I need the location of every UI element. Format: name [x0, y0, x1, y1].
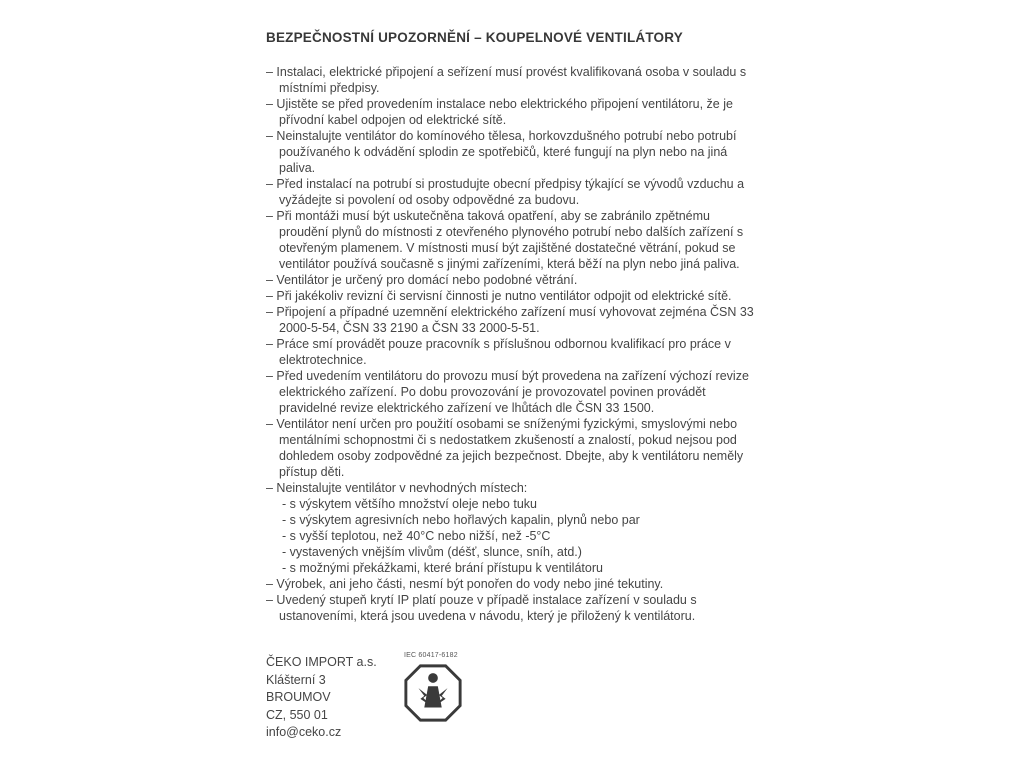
warning-item: – Ujistěte se před provedením instalace nebo elektrického připojení ventilátoru, že je přívodní kabel odpojen od elektrické sítě. [266, 97, 733, 127]
warning-item: – Neinstalujte ventilátor v nevhodných místech: [266, 481, 528, 495]
warning-item: – Ventilátor není určen pro použití osobami se sníženými fyzickými, smyslovými nebo mentálními schopnostmi či s nedostatkem zkušeností a znalostí, pokud nejsou pod dohledem osoby zodpovědné za jejich bezpečnost. Dbejte, aby k ventilátoru neměly přístup děti. [266, 417, 744, 479]
warning-item: – Při montáži musí být uskutečněna taková opatření, aby se zabránilo zpětnému proudění plynů do místnosti z otevřeného plynového potrubí nebo dalších zařízení s otevřeným plamenem. V místnosti musí být zajištěné dostatečné větrání, pokud se ventilátor používá současně s jinými zařízeními, která běží na plyn nebo jiná paliva. [266, 209, 744, 271]
warning-subitem: - s možnými překážkami, které brání přístupu k ventilátoru [282, 561, 603, 575]
company-street: Klášterní 3 [266, 672, 326, 687]
warning-item: – Před instalací na potrubí si prostudujte obecní předpisy týkající se vývodů vzduchu a vyžádejte si povolení od osoby odpovědné za budovu. [266, 177, 745, 207]
warning-list [266, 64, 758, 624]
company-city: BROUMOV [266, 690, 331, 704]
warning-subitem: - vystavených vnějším vlivům (déšť, slunce, sníh, atd.) [282, 545, 582, 559]
page-title: BEZPEČNOSTNÍ UPOZORNĚNÍ – KOUPELNOVÉ VENTILÁTORY [266, 30, 683, 45]
company-zip: CZ, 550 01 [266, 707, 328, 722]
warning-subitem: - s výskytem agresivních nebo hořlavých kapalin, plynů nebo par [282, 513, 640, 527]
warning-item: – Instalaci, elektrické připojení a seřízení musí provést kvalifikovaná osoba v souladu s místními předpisy. [266, 65, 747, 95]
warning-item: – Před uvedením ventilátoru do provozu musí být provedena na zařízení výchozí revize elektrického zařízení. Po dobu provozování je provozovatel povinen provádět pravidelné revize elektrického zařízení ve lhůtách dle ČSN 33 1500. [266, 369, 749, 415]
warning-item: – Práce smí provádět pouze pracovník s příslušnou odbornou kvalifikací pro práce v elektrotechnice. [266, 337, 731, 367]
certification-block [402, 652, 464, 724]
warning-item: – Výrobek, ani jeho části, nesmí být ponořen do vody nebo jiné tekutiny. [266, 577, 664, 591]
warning-item: – Při jakékoliv revizní či servisní činnosti je nutno ventilátor odpojit od elektrické sítě. [266, 289, 732, 303]
company-email: info@ceko.cz [266, 725, 342, 739]
warning-subitem: - s výskytem většího množství oleje nebo tuku [282, 497, 537, 511]
qualified-electrician-icon [402, 662, 464, 724]
certification-label: IEC 60417-6182 [404, 652, 458, 659]
company-address-block [266, 654, 377, 742]
warning-item: – Ventilátor je určený pro domácí nebo podobné větrání. [266, 273, 578, 287]
warning-item: – Neinstalujte ventilátor do komínového tělesa, horkovzdušného potrubí nebo potrubí používaného k odvádění splodin ze spotřebičů, které fungují na plyn nebo na jiná paliva. [266, 129, 737, 175]
warning-item: – Uvedený stupeň krytí IP platí pouze v případě instalace zařízení v souladu s ustanoveními, která jsou uvedena v návodu, který je přiložený k ventilátoru. [266, 593, 697, 623]
warning-item: – Připojení a případné uzemnění elektrického zařízení musí vyhovovat zejména ČSN 33 2000-5-54, ČSN 33 2190 a ČSN 33 2000-5-51. [266, 305, 754, 335]
company-name: ČEKO IMPORT a.s. [266, 655, 377, 669]
warning-subitem: - s vyšší teplotou, než 40°C nebo nižší, než -5°C [282, 529, 551, 543]
